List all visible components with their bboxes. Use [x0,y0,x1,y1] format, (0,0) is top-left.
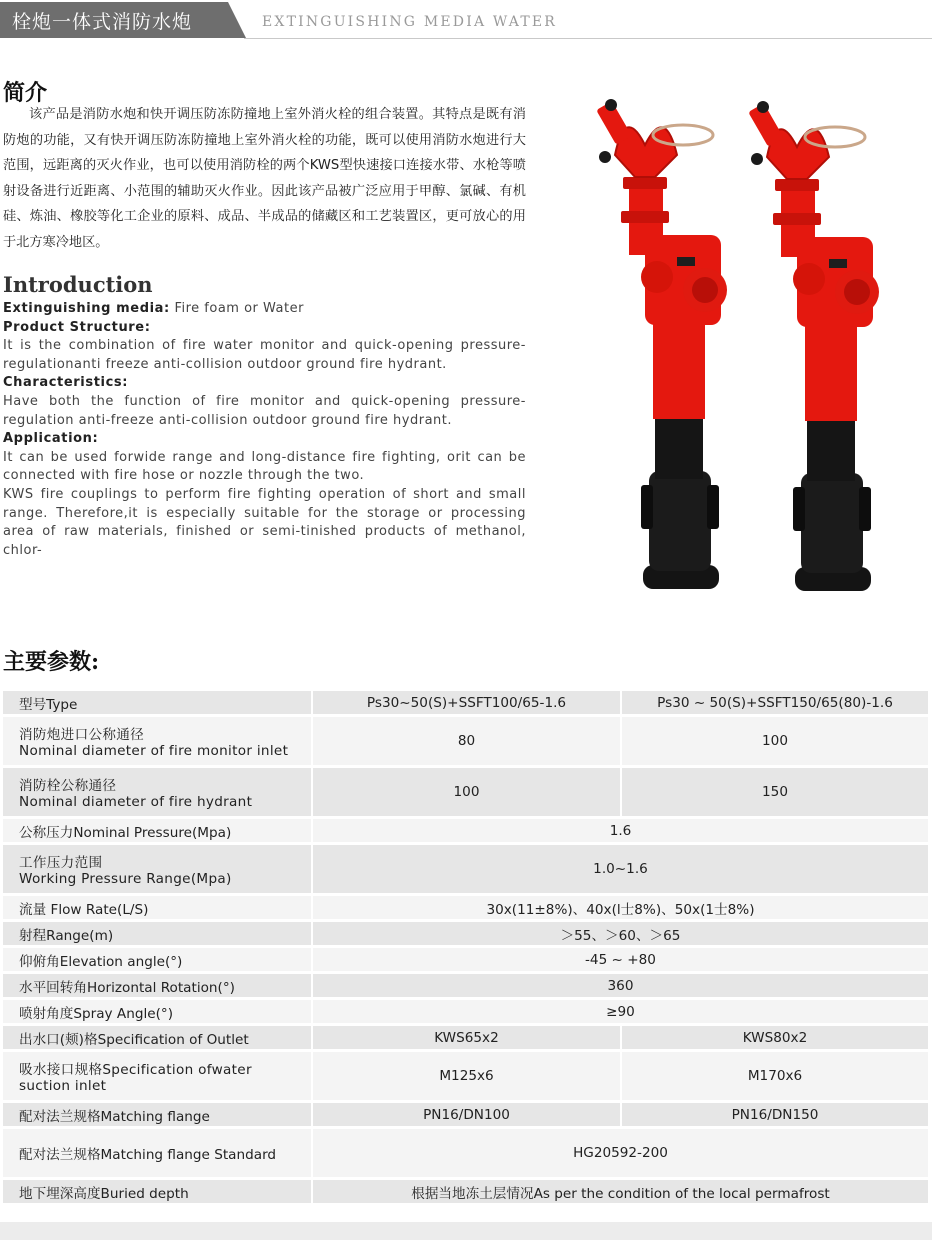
row-value: KWS80x2 [620,1026,928,1049]
row-label: 地下埋深高度Buried depth [3,1180,311,1203]
row-value: 1.6 [311,819,928,842]
row-label [3,845,311,893]
row-label: 配对法兰规格Matching flange Standard [3,1129,311,1177]
media-value: Fire foam or Water [169,301,304,316]
table-row [3,845,928,893]
table-row [3,768,928,816]
intro-cn-heading: 简介 [3,80,48,106]
table-row [3,974,928,997]
media-label: Extinguishing media: [3,301,170,316]
intro-cn-text: 该产品是消防水炮和快开调压防冻防撞地上室外消火栓的组合装置。其特点是既有消防炮的功能，又有快开调压防冻防撞地上室外消火栓的功能，既可以使用消防水炮进行大范围，远距离的灭火作业，也可以使用消防栓的两个KWS型快速接口连接水带、水枪等喷射设备进行近距离、小范围的辅助灭火作业。因此该产品被广泛应用于甲醇、氯碱、有机硅、炼油、橡胶等化工企业的原料、成品、半成品的储藏区和工艺装置区，更可放心的用于北方寒冷地区。 [3,107,526,250]
characteristics-label: Characteristics: [3,375,129,391]
table-row [3,1103,928,1126]
row-label: 流量 Flow Rate(L/S) [3,896,311,919]
row-label-cn: 工作压力范围 [19,855,103,871]
row-value: 100 [620,717,928,765]
table-row [3,896,928,919]
media-line [3,300,526,319]
row-label [3,717,311,765]
row-label: 型号Type [3,691,311,714]
structure-label: Product Structure: [3,319,151,335]
row-label-cn: 消防栓公称通径 [19,778,117,794]
row-value: M170x6 [620,1052,928,1100]
characteristics-text: Have both the function of fire monitor and quick-opening pressure-regulation anti-freeze anti-collision outdoor ground fire hydrant. [3,393,526,428]
row-label: 出水口(颊)格Specification of Outlet [3,1026,311,1049]
product-image [585,85,885,605]
spec-table [3,688,928,1206]
table-row [3,1000,928,1023]
row-label: 仰俯角Elevation angle(°) [3,948,311,971]
application-text-continued: KWS fire couplings to perform fire fighting operation of short and small range. Therefore,it is especially suitable for the storage or processing area of raw materials, finished or semi-tinished products of methanol, chlor- [3,486,526,558]
table-row [3,922,928,945]
page-header [0,0,932,40]
table-row [3,691,928,714]
row-value: 100 [311,768,620,816]
row-value: 1.0~1.6 [311,845,928,893]
header-subtitle: EXTINGUISHING MEDIA WATER [262,14,558,30]
row-value: ＞55、＞60、＞65 [311,922,928,945]
header-divider [244,38,932,39]
row-value: -45 ~ +80 [311,948,928,971]
table-row [3,1129,928,1177]
params-heading: 主要参数: [3,649,100,675]
row-label-en: suction inlet [19,1078,107,1094]
row-label-cn: 吸水接口规格Specification ofwater [19,1062,252,1078]
footer-band [0,1222,932,1240]
row-value: 360 [311,974,928,997]
table-row [3,1052,928,1100]
row-label: 喷射角度Spray Angle(°) [3,1000,311,1023]
row-label: 射程Range(m) [3,922,311,945]
row-label-en: Nominal diameter of fire monitor inlet [19,743,289,759]
table-row [3,948,928,971]
row-label: 水平回转角Horizontal Rotation(°) [3,974,311,997]
table-row [3,717,928,765]
application-label: Application: [3,431,99,447]
row-value: KWS65x2 [311,1026,620,1049]
row-value: M125x6 [311,1052,620,1100]
table-row [3,1026,928,1049]
row-value: HG20592-200 [311,1129,928,1177]
header-title: 栓炮一体式消防水炮 [12,11,193,33]
row-label [3,1052,311,1100]
structure-text: It is the combination of fire water monitor and quick-opening pressure-regulationanti freeze anti-collision outdoor ground fire hydrant. [3,338,526,372]
application-text: It can be used forwide range and long-distance fire fighting, orit can be connected with fire hose or nozzle through the two. [3,449,526,484]
row-label-en: Nominal diameter of fire hydrant [19,794,253,810]
row-value: 根据当地冻土层情况As per the condition of the local permafrost [311,1180,928,1203]
row-value: 80 [311,717,620,765]
row-label [3,768,311,816]
table-row [3,1180,928,1203]
row-value: Ps30 ~ 50(S)+SSFT150/65(80)-1.6 [620,691,928,714]
row-value: 30x(11±8%)、40x(l士8%)、50x(1士8%) [311,896,928,919]
intro-en-block [3,300,526,560]
intro-en-heading: Introduction [3,272,153,297]
row-label-en: Working Pressure Range(Mpa) [19,871,232,887]
table-row [3,819,928,842]
row-label-cn: 消防炮进口公称通径 [19,727,145,743]
row-value: PN16/DN100 [311,1103,620,1126]
row-value: PN16/DN150 [620,1103,928,1126]
row-label: 公称压力Nominal Pressure(Mpa) [3,819,311,842]
row-value: Ps30~50(S)+SSFT100/65-1.6 [311,691,620,714]
row-label: 配对法兰规格Matching flange [3,1103,311,1126]
row-value: ≥90 [311,1000,928,1023]
row-value: 150 [620,768,928,816]
